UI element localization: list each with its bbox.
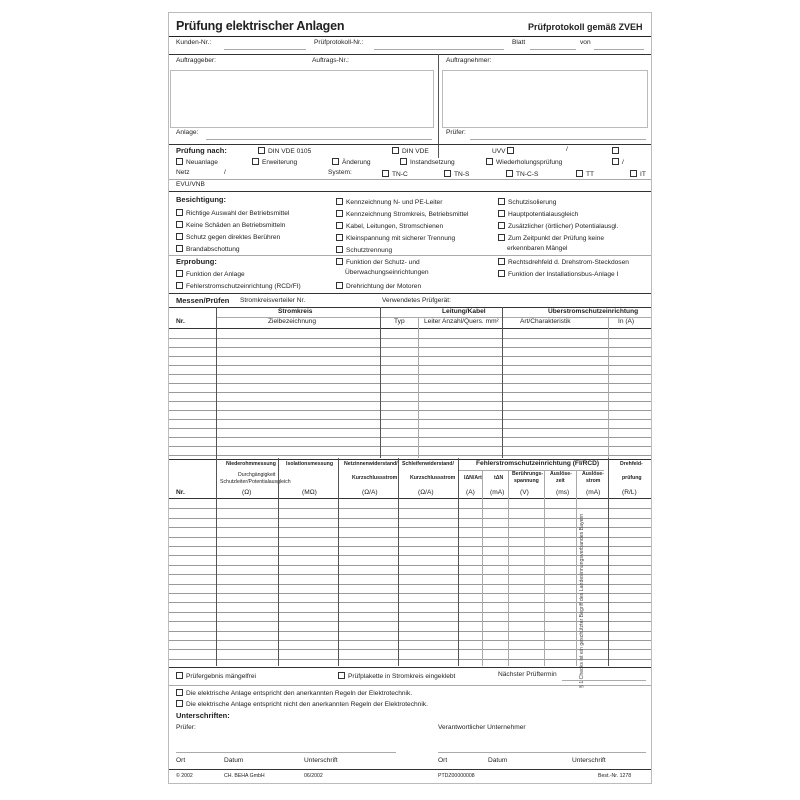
sig-pruefer-line[interactable] (176, 752, 396, 753)
erprobung-item[interactable]: Funktion der Schutz- und (336, 258, 420, 267)
besichtigung-item[interactable]: Schutztrennung (336, 246, 392, 255)
anlage-label: Anlage: (176, 129, 199, 136)
unit-ma2: (mA) (586, 489, 601, 496)
unterschriften-label: Unterschriften: (176, 711, 230, 720)
th-leitung: Leitung/Kabel (442, 308, 486, 315)
unit-ohm: (Ω) (242, 489, 252, 496)
footer-copyright: © 2002 (176, 773, 193, 779)
th-pruefung: prüfung (622, 475, 642, 481)
norm-din-vde[interactable]: DIN VDE (392, 147, 429, 156)
besichtigung-item[interactable]: Schutz gegen direktes Berühren (176, 233, 280, 242)
type-neuanlage[interactable]: Neuanlage (176, 158, 218, 167)
table-row[interactable] (168, 437, 652, 438)
checkbox[interactable] (176, 270, 183, 277)
checkbox[interactable] (630, 170, 637, 177)
norm-uvv[interactable]: UVV (492, 147, 517, 156)
table-row[interactable] (168, 428, 652, 429)
sig-pruefer-label: Prüfer: (176, 724, 196, 731)
footer-date: 06/2002 (304, 773, 323, 779)
unit-ms: (ms) (556, 489, 570, 496)
stromkreis-table[interactable] (168, 328, 652, 460)
table-row[interactable] (168, 419, 652, 420)
unit-a: (A) (466, 489, 475, 496)
footer-code: PTDZ00000008 (438, 773, 475, 779)
unit-mohm: (MΩ) (302, 489, 317, 496)
naechster-pruefertermin-label: Nächster Prüftermin (498, 671, 557, 678)
entspricht-nicht-option[interactable]: Die elektrische Anlage entspricht nicht den anerkannten Regeln der Elektrotechnik. (176, 700, 428, 709)
besichtigung-item[interactable]: Kleinspannung mit sicherer Trennung (336, 234, 455, 243)
th-zeit: zeit (556, 478, 565, 484)
checkbox[interactable] (176, 700, 183, 707)
footer-bestnr: Best.-Nr. 1278 (598, 773, 632, 779)
th-idn-art: IΔN/Art (464, 475, 482, 481)
pruefer-label: Prüfer: (446, 129, 466, 136)
erprobung-item[interactable]: Funktion der Anlage (176, 270, 245, 279)
erprobung-item[interactable]: Rechtsdrehfeld d. Drehstrom-Steckdosen (498, 258, 629, 267)
besichtigung-item[interactable]: Richtige Auswahl der Betriebsmittel (176, 209, 289, 218)
th-nr: Nr. (176, 318, 185, 325)
th-isolation: Isolationsmessung (286, 461, 333, 467)
unit-v: (V) (520, 489, 529, 496)
anlage-field[interactable] (206, 139, 432, 140)
checkbox[interactable] (498, 270, 505, 277)
besichtigung-item[interactable]: Zum Zeitpunkt der Prüfung keine (498, 234, 604, 243)
table-row[interactable] (168, 356, 652, 357)
checkbox[interactable] (392, 147, 399, 154)
type-aenderung[interactable]: Änderung (332, 158, 371, 167)
th-art: Art/Charakteristik (520, 318, 571, 325)
table-row[interactable] (168, 392, 652, 393)
sig-ort-label-2: Ort (438, 757, 448, 764)
sig-unternehmer-line[interactable] (438, 752, 646, 753)
checkbox[interactable] (498, 222, 505, 229)
besichtigung-item[interactable]: Hauptpotentialausgleich (498, 210, 578, 219)
checkbox[interactable] (486, 158, 493, 165)
th-in: In (A) (618, 318, 635, 325)
besichtigung-item[interactable]: Kennzeichnung Stromkreis, Betriebsmittel (336, 210, 468, 219)
kunden-nr-label: Kunden-Nr.: (176, 39, 212, 46)
sig-ort-label: Ort (176, 757, 186, 764)
checkbox[interactable] (498, 198, 505, 205)
th-leiter: Leiter Anzahl/Quers. mm² (424, 318, 499, 325)
pruefprotokoll-nr-field[interactable] (374, 49, 504, 50)
blatt-label: Blatt (512, 39, 526, 46)
unit-ohm-a: (Ω/A) (362, 489, 378, 496)
checkbox[interactable] (336, 282, 343, 289)
checkbox[interactable] (258, 147, 265, 154)
type-erweiterung[interactable]: Erweiterung (252, 158, 297, 167)
checkbox[interactable] (498, 234, 505, 241)
system-label: System: (328, 169, 352, 176)
unit-ma: (mA) (490, 489, 505, 496)
system-it[interactable]: IT (630, 170, 646, 179)
th-ueberstrom: Überstromschutzeinrichtung (548, 308, 639, 315)
netz-slash: / (224, 169, 226, 176)
type-instandsetzung[interactable]: Instandsetzung (400, 158, 455, 167)
erprobung-label: Erprobung: (176, 257, 217, 266)
plakette-option[interactable]: Prüfplakette in Stromkreis eingeklebt (338, 672, 455, 681)
table-row[interactable] (168, 383, 652, 384)
erprobung-item[interactable]: Fehlerstromschutzeinrichtung (RCD/FI) (176, 282, 301, 291)
th-spannung: spannung (514, 478, 539, 484)
erprobung-item-cont: Überwachungseinrichtungen (345, 269, 429, 276)
entspricht-option[interactable]: Die elektrische Anlage entspricht den anerkannten Regeln der Elektrotechnik. (176, 689, 412, 698)
pruefer-field[interactable] (470, 139, 646, 140)
th-drehfeld: Drehfeld- (620, 461, 643, 467)
checkbox[interactable] (336, 198, 343, 205)
checkbox[interactable] (176, 158, 183, 165)
netz-label: Netz (176, 169, 190, 176)
unit-rl: (R/L) (622, 489, 637, 496)
sig-unterschrift-label-2: Unterschrift (572, 757, 606, 764)
type-wiederholung[interactable]: Wiederholungsprüfung (486, 158, 562, 167)
th-beruehr: Berührungs- (512, 471, 544, 477)
messen-label: Messen/Prüfen (176, 296, 230, 305)
system-tn-c-s[interactable]: TN-C-S (506, 170, 538, 179)
norm-din-vde-0105[interactable]: DIN VDE 0105 (258, 147, 311, 156)
table-row[interactable] (168, 401, 652, 402)
table-row[interactable] (168, 508, 652, 509)
table-row[interactable] (168, 410, 652, 411)
checkbox[interactable] (612, 147, 619, 154)
checkbox[interactable] (336, 222, 343, 229)
besichtigung-item-cont: erkennbaren Mängel (507, 245, 568, 252)
checkbox[interactable] (498, 210, 505, 217)
checkbox[interactable] (400, 158, 407, 165)
footer-company: CH. BEHA GmbH (224, 773, 265, 779)
form-title: Prüfung elektrischer Anlagen (176, 19, 345, 33)
checkbox[interactable] (498, 258, 505, 265)
checkbox[interactable] (338, 672, 345, 679)
checkbox[interactable] (612, 158, 619, 165)
system-tt[interactable]: TT (576, 170, 594, 179)
kunden-nr-field[interactable] (224, 49, 306, 50)
checkbox[interactable] (252, 158, 259, 165)
th-durchg: Durchgängigkeit (238, 472, 276, 478)
besichtigung-item[interactable]: Brandabschottung (176, 245, 240, 254)
sig-unterschrift-label: Unterschrift (304, 757, 338, 764)
checkbox[interactable] (444, 170, 451, 177)
checkbox-slash[interactable]: / (566, 146, 568, 153)
checkbox[interactable] (576, 170, 583, 177)
checkbox[interactable] (176, 672, 183, 679)
th-strom: strom (586, 478, 601, 484)
sig-unternehmer-label: Verantwortlicher Unternehmer (438, 724, 526, 731)
table-row[interactable] (168, 338, 652, 339)
auftragnehmer-field[interactable] (442, 70, 648, 128)
naechster-pruefertermin-field[interactable] (562, 680, 646, 681)
von-field[interactable] (594, 49, 644, 50)
form-subtitle: Prüfprotokoll gemäß ZVEH (528, 22, 643, 32)
system-tn-c[interactable]: TN-C (382, 170, 408, 179)
th-typ: Typ (394, 318, 405, 325)
besichtigung-item[interactable]: Schutzisolierung (498, 198, 556, 207)
checkbox[interactable] (176, 689, 183, 696)
table-row[interactable] (168, 365, 652, 366)
checkbox[interactable] (176, 245, 183, 252)
header-rule (168, 36, 652, 37)
checkbox[interactable] (332, 158, 339, 165)
blatt-field[interactable] (530, 49, 576, 50)
auftrags-nr-label: Auftrags-Nr.: (312, 57, 350, 64)
checkbox[interactable] (176, 209, 183, 216)
checkbox[interactable] (176, 221, 183, 228)
th-netzinnen: Netzinnenwiderstand/ (344, 461, 398, 467)
system-tn-s[interactable]: TN-S (444, 170, 469, 179)
th-kurzschluss2: Kurzschlussstrom (410, 475, 456, 481)
th-schleifen: Schleifenwiderstand/ (402, 461, 454, 467)
checkbox[interactable] (336, 246, 343, 253)
th-niederohm: Niederohmmessung (226, 461, 276, 467)
sig-datum-label: Datum (224, 757, 244, 764)
table-row[interactable] (168, 455, 652, 456)
besichtigung-item[interactable]: Kennzeichnung N- und PE-Leiter (336, 198, 442, 207)
stromkreisverteiler-label: Stromkreisverteiler Nr. (240, 297, 306, 304)
checkbox[interactable] (507, 147, 514, 154)
th2-nr: Nr. (176, 489, 185, 496)
checkbox[interactable] (176, 282, 183, 289)
th-stromkreis: Stromkreis (278, 308, 313, 315)
besichtigung-item[interactable]: Zusätzlicher (örtlicher) Potentialausgl. (498, 222, 618, 231)
th-ausloese-strom: Auslöse- (582, 471, 604, 477)
auftragnehmer-label: Auftragnehmer: (446, 57, 492, 64)
table-row[interactable] (168, 347, 652, 348)
checkbox[interactable] (336, 234, 343, 241)
auftraggeber-label: Auftraggeber: (176, 57, 216, 64)
checkbox-extra[interactable] (612, 147, 622, 156)
besichtigung-item[interactable]: Keine Schäden an Betriebsmitteln (176, 221, 285, 230)
th-schutzl: Schutzleiter/Potentialausgleich (220, 479, 291, 485)
evu-label: EVU/VNB (176, 181, 205, 188)
checkbox[interactable] (506, 170, 513, 177)
checkbox[interactable] (176, 233, 183, 240)
auftraggeber-field[interactable] (170, 70, 434, 128)
von-label: von (580, 39, 591, 46)
checkbox[interactable] (382, 170, 389, 177)
checkbox[interactable] (336, 258, 343, 265)
th-ziel: Zielbezeichnung (268, 318, 317, 325)
erprobung-item[interactable]: Drehrichtung der Motoren (336, 282, 421, 291)
table-row[interactable] (168, 374, 652, 375)
besichtigung-label: Besichtigung: (176, 195, 226, 204)
checkbox[interactable] (336, 210, 343, 217)
side-note: § 1 Checks ist ein geschützter Begriff des Landesinnungsverbandes Bayern (579, 513, 585, 688)
th-ausloese-zeit: Auslöse- (550, 471, 572, 477)
pruefprotokoll-nr-label: Prüfprotokoll-Nr.: (314, 39, 364, 46)
erprobung-item[interactable]: Funktion der Installationsbus-Anlage I (498, 270, 618, 279)
type-extra[interactable]: / (612, 158, 624, 167)
pruefgeraet-label: Verwendetes Prüfgerät: (382, 297, 451, 304)
unit-ohm-a2: (Ω/A) (418, 489, 434, 496)
th-fehlerstrom: Fehlerstromschutzeinrichtung (FI/RCD) (476, 460, 600, 467)
table-row[interactable] (168, 446, 652, 447)
maengelfrei-option[interactable]: Prüfergebnis mängelfrei (176, 672, 256, 681)
besichtigung-item[interactable]: Kabel, Leitungen, Stromschienen (336, 222, 443, 231)
sig-datum-label-2: Datum (488, 757, 508, 764)
pruefung-nach-label: Prüfung nach: (176, 146, 227, 155)
th-t-an: tΔN (494, 475, 504, 481)
th-kurzschluss1: Kurzschlussstrom (352, 475, 398, 481)
